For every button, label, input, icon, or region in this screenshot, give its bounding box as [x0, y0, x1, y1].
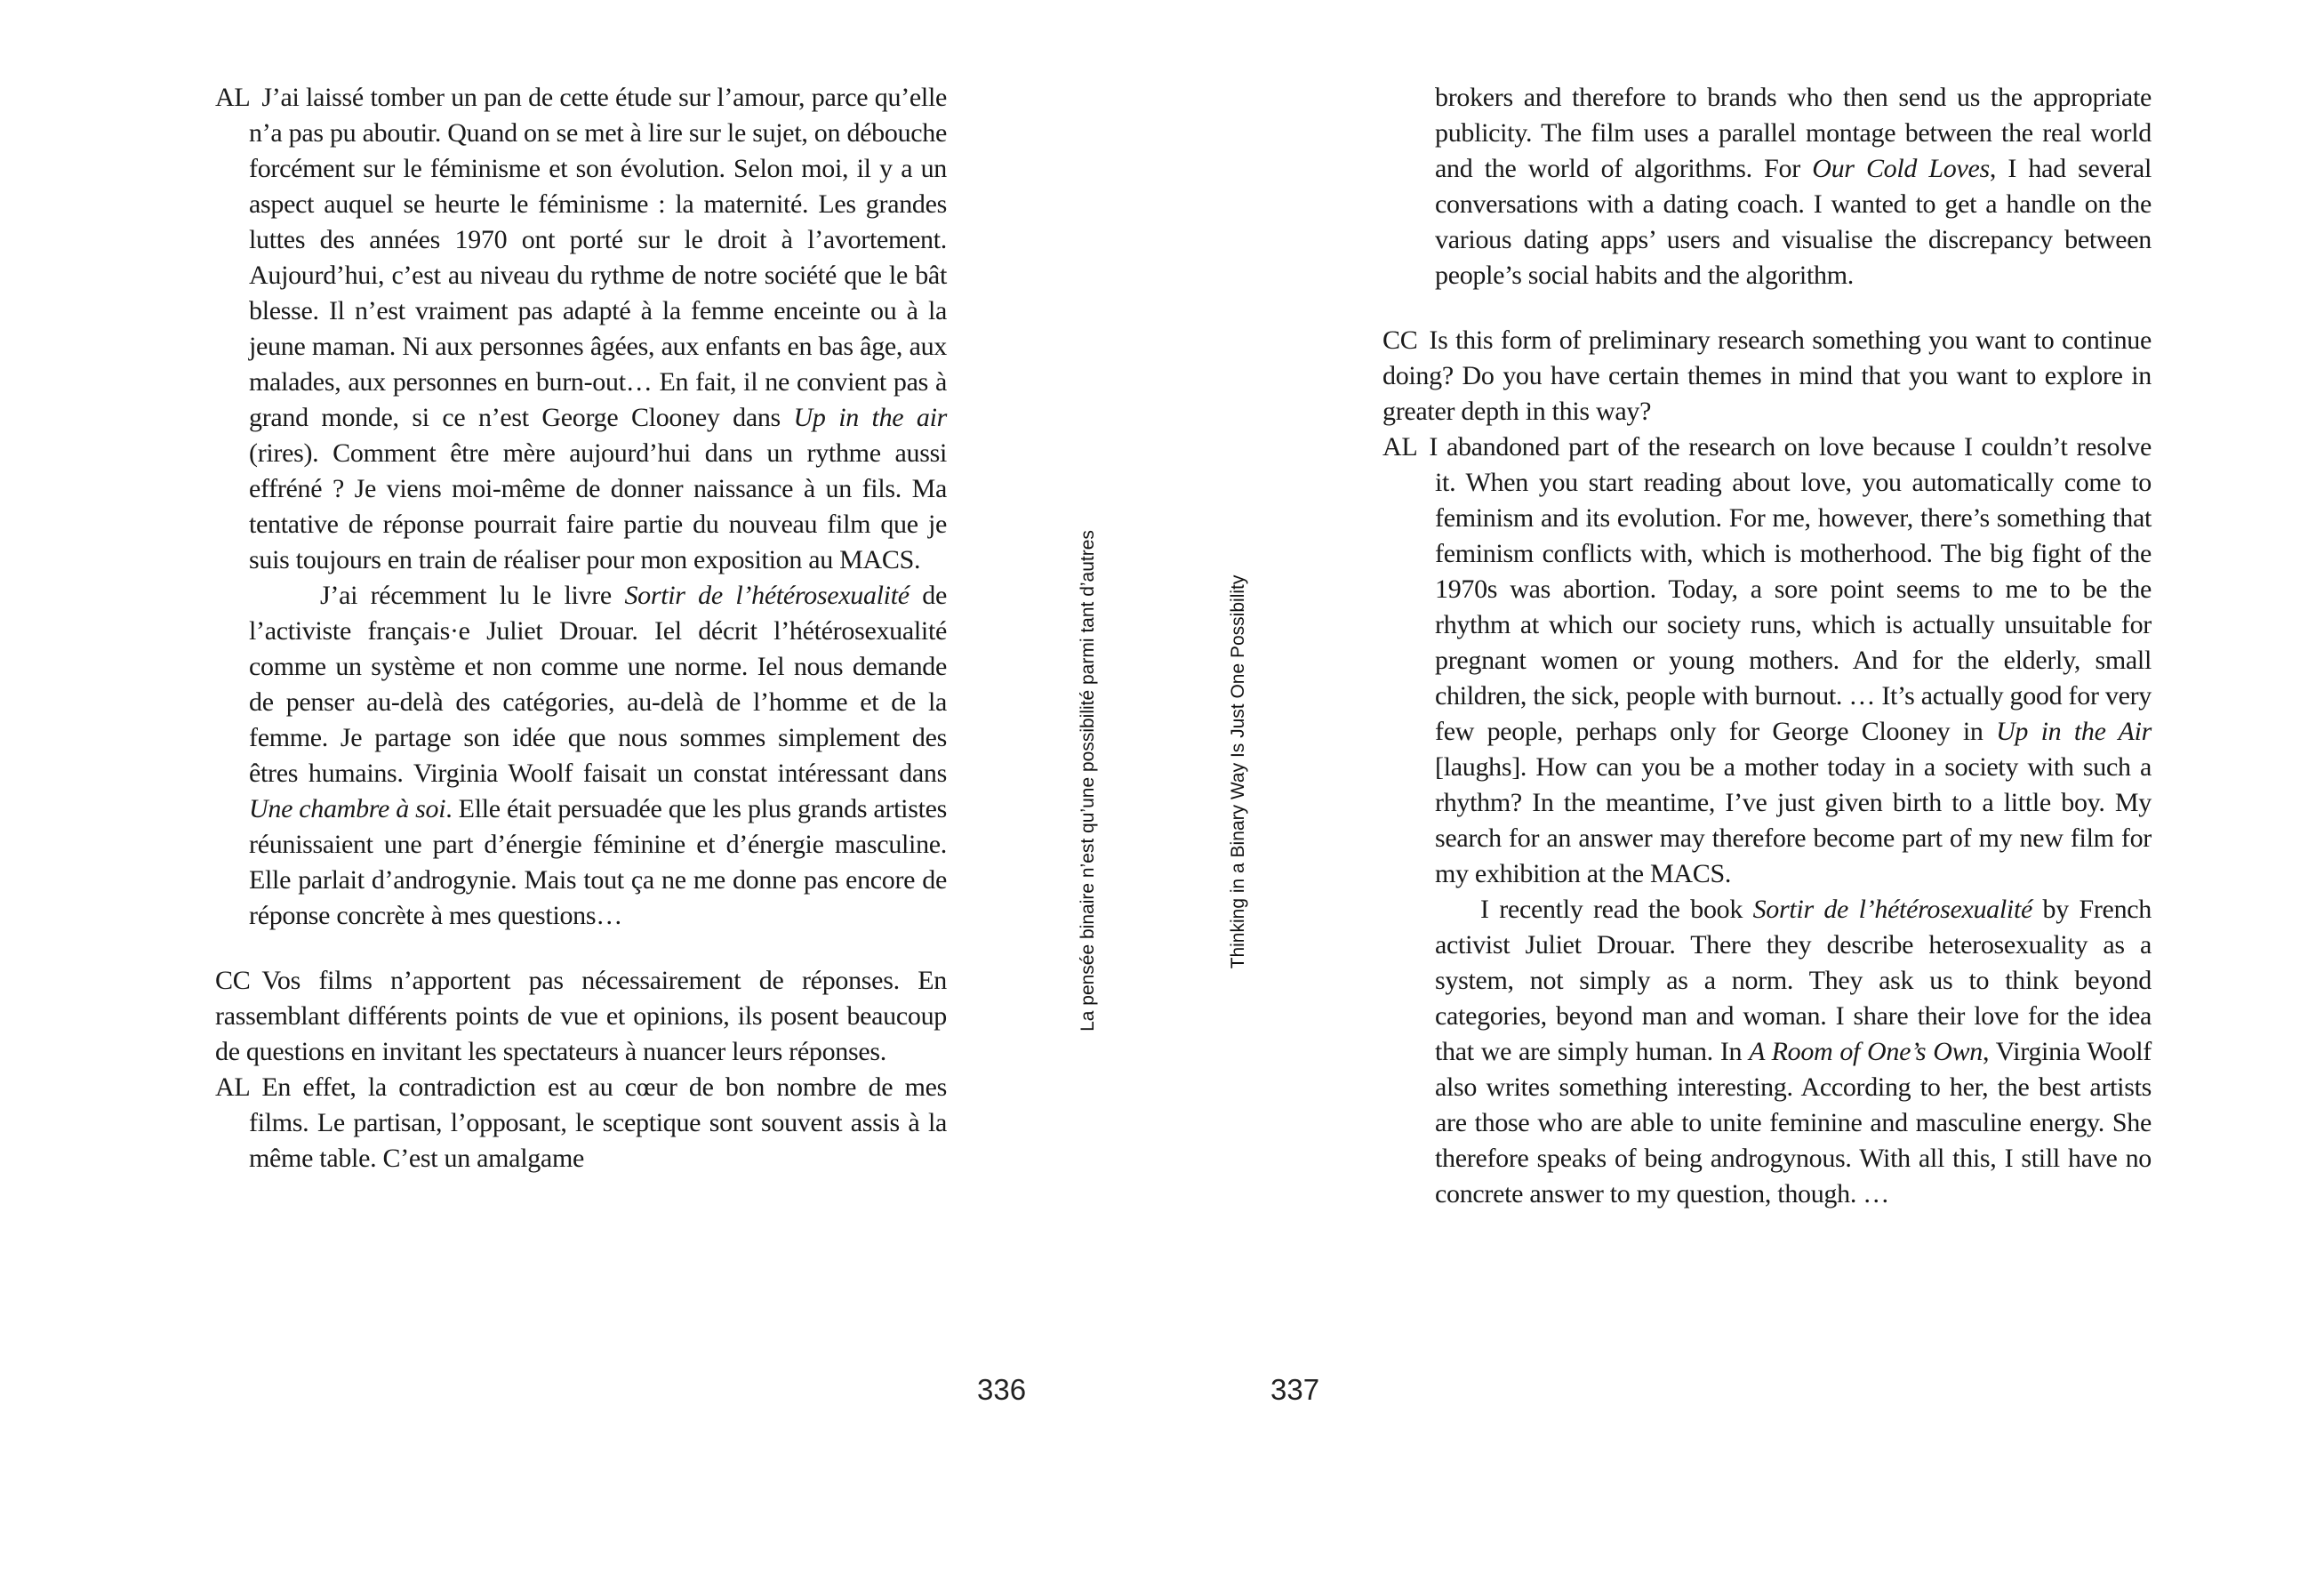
paragraph	[215, 1070, 947, 1176]
paragraph	[1382, 892, 2152, 1212]
paragraph	[215, 80, 947, 578]
running-title-french: La pensée binaire n’est qu’une possibilité parmi tant d’autres	[1078, 530, 1098, 1032]
body-text: de l’activiste français·e Juliet Drouar. Iel décrit l’hétérosexualité comme un système et non comme une norme. Iel nous demande de penser au-delà des catégories, au-delà de l’homme et de la femme. Je partage son idée que nous sommes simplement des êtres humains. Virginia Woolf faisait un constat intéressant dans	[249, 581, 947, 788]
paragraph	[1382, 430, 2152, 892]
italic-text: Une chambre à soi	[249, 794, 446, 823]
paragraph	[1382, 323, 2152, 430]
page-number-left: 336	[977, 1373, 1027, 1406]
italic-text: Up in the air	[793, 403, 947, 432]
body-text: J’ai laissé tomber un pan de cette étude sur l’amour, parce qu’elle n’a pas pu aboutir. Quand on se met à lire sur le sujet, on débouche forcément sur le féminisme et son évolution. Selon moi, il y a un aspect auquel se heurte le féminisme : la maternité. Les grandes luttes des années 1970 ont porté sur le droit à l’avortement. Aujourd’hui, c’est au niveau du rythme de notre société que le bât blesse. Il n’est vraiment pas adapté à la femme enceinte ou à la jeune maman. Ni aux personnes âgées, aux enfants en bas âge, aux malades, aux personnes en burn-out… En fait, il ne convient pas à grand monde, si ce n’est George Clooney dans	[249, 83, 947, 432]
italic-text: Sortir de l’hétérosexualité	[1752, 895, 2032, 924]
body-text: I abandoned part of the research on love because I couldn’t resolve it. When you start reading about love, you automatically come to feminism and its evolution. For me, however, there’s something that feminism conflicts with, which is motherhood. The big fight of the 1970s was abortion. Today, a sore point seems to me to be the rhythm at which our society runs, which is actually unsuitable for pregnant women or young mothers. And for the elderly, small children, the sick, people with burnout. … It’s actually good for very few people, perhaps only for George Clooney in	[1429, 432, 2152, 746]
body-text: Vos films n’apportent pas nécessairement de réponses. En rassemblant différents points de vue et opinions, ils posent beaucoup de questions en invitant les spectateurs à nuancer leurs réponses.	[215, 966, 947, 1066]
body-text: brokers and therefore to brands who then send us the appropriate publicity. The film uses a parallel montage between the real world and the world of algorithms. For	[1435, 83, 2152, 183]
page-number-right: 337	[1270, 1373, 1320, 1406]
right-page-text-column	[1382, 80, 2152, 1212]
left-page-text-column	[215, 80, 947, 1176]
speaker-label: AL	[215, 1072, 251, 1102]
italic-text: Up in the Air	[1996, 717, 2152, 746]
body-text: J’ai récemment lu le livre	[320, 581, 625, 610]
speaker-label: CC	[215, 966, 251, 995]
italic-text: Our Cold Loves	[1812, 154, 1990, 183]
running-title-english: Thinking in a Binary Way Is Just One Possibility	[1228, 574, 1248, 969]
body-text: I recently read the book	[1480, 895, 1753, 924]
body-text: . Elle était persuadée que les plus grands artistes réunissaient une part d’énergie féminine et d’énergie masculine. Elle parlait d’androgynie. Mais tout ça ne me donne pas encore de réponse concrète à mes questions…	[249, 794, 947, 930]
body-text: En effet, la contradiction est au cœur de bon nombre de mes films. Le partisan, l’opposant, le sceptique sont souvent assis à la même table. C’est un amalgame	[249, 1072, 947, 1173]
paragraph	[215, 578, 947, 934]
body-text: , Virginia Woolf also writes something interesting. According to her, the best artists are those who are able to unite feminine and masculine energy. She therefore speaks of being androgynous. With all this, I still have no concrete answer to my question, though. …	[1435, 1037, 2152, 1209]
body-text: (rires). Comment être mère aujourd’hui dans un rythme aussi effréné ? Je viens moi-même de donner naissance à un fils. Ma tentative de réponse pourrait faire partie du nouveau film que je suis toujours en train de réaliser pour mon exposition au MACS.	[249, 438, 947, 574]
paragraph	[215, 963, 947, 1070]
speaker-label: CC	[1382, 325, 1418, 355]
italic-text: A Room of One’s Own	[1749, 1037, 1983, 1066]
speaker-label: AL	[215, 83, 251, 112]
italic-text: Sortir de l’hétérosexualité	[624, 581, 910, 610]
body-text: , I had several conversations with a dating coach. I wanted to get a handle on the various dating apps’ users and visualise the discrepancy between people’s social habits and the algorithm.	[1435, 154, 2152, 290]
speaker-label: AL	[1382, 432, 1418, 462]
body-text: by French activist Juliet Drouar. There they describe heterosexuality as a system, not simply as a norm. They ask us to think beyond categories, beyond man and woman. I share their love for the idea that we are simply human. In	[1435, 895, 2152, 1066]
body-text: [laughs]. How can you be a mother today in a society with such a rhythm? In the meantime, I’ve just given birth to a little boy. My search for an answer may therefore become part of my new film for my exhibition at the MACS.	[1435, 752, 2152, 888]
body-text: Is this form of preliminary research something you want to continue doing? Do you have certain themes in mind that you want to explore in greater depth in this way?	[1382, 325, 2152, 426]
paragraph	[1382, 80, 2152, 293]
